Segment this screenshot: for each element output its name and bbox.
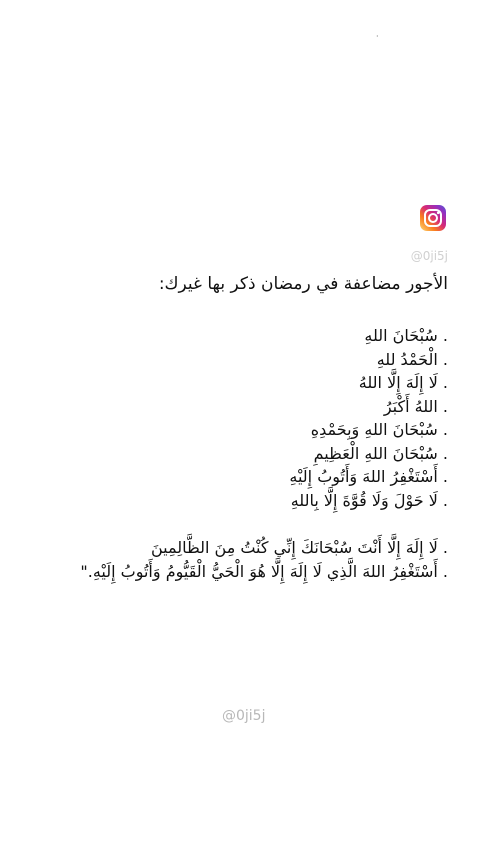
watermark-handle: @0ji5j bbox=[222, 708, 266, 724]
list-item: . سُبْحَانَ اللهِ الْعَظِيمِ bbox=[313, 443, 448, 463]
post-heading: الأجور مضاعفة في رمضان ذكر بها غيرك: bbox=[158, 274, 448, 294]
dhikr-list-short bbox=[28, 324, 448, 512]
list-item: . أَسْتَغْفِرُ اللهَ الَّذِي لَا إِلَهَ إِلَّا هُوَ الْحَيُّ الْقَيُّومُ وَأَتُوبُ إِلَيْهِ." bbox=[80, 561, 448, 581]
spacer bbox=[28, 512, 448, 536]
list-item: . سُبْحَانَ اللهِ bbox=[364, 326, 448, 345]
list-item: . سُبْحَانَ اللهِ وَبِحَمْدِهِ bbox=[310, 420, 448, 439]
instagram-icon[interactable] bbox=[419, 204, 447, 232]
post-text bbox=[28, 270, 448, 583]
list-item: . لَا إِلَهَ إِلَّا اللهُ bbox=[358, 373, 448, 392]
top-mark: · bbox=[376, 32, 379, 41]
dhikr-list-long bbox=[28, 536, 448, 583]
list-item: . اللهُ أَكْبَرُ bbox=[383, 396, 448, 416]
list-item: . أَسْتَغْفِرُ اللهَ وَأَتُوبُ إِلَيْهِ bbox=[289, 467, 448, 486]
instagram-handle[interactable]: @0ji5j bbox=[410, 249, 448, 263]
list-item: . الْحَمْدُ للهِ bbox=[376, 349, 448, 369]
list-item: . لَا حَوْلَ وَلَا قُوَّةَ إِلَّا بِاللهِ bbox=[290, 490, 448, 510]
list-item: . لَا إِلَهَ إِلَّا أَنْتَ سُبْحَانَكَ إِنِّي كُنْتُ مِنَ الظَّالِمِينَ bbox=[150, 538, 448, 557]
